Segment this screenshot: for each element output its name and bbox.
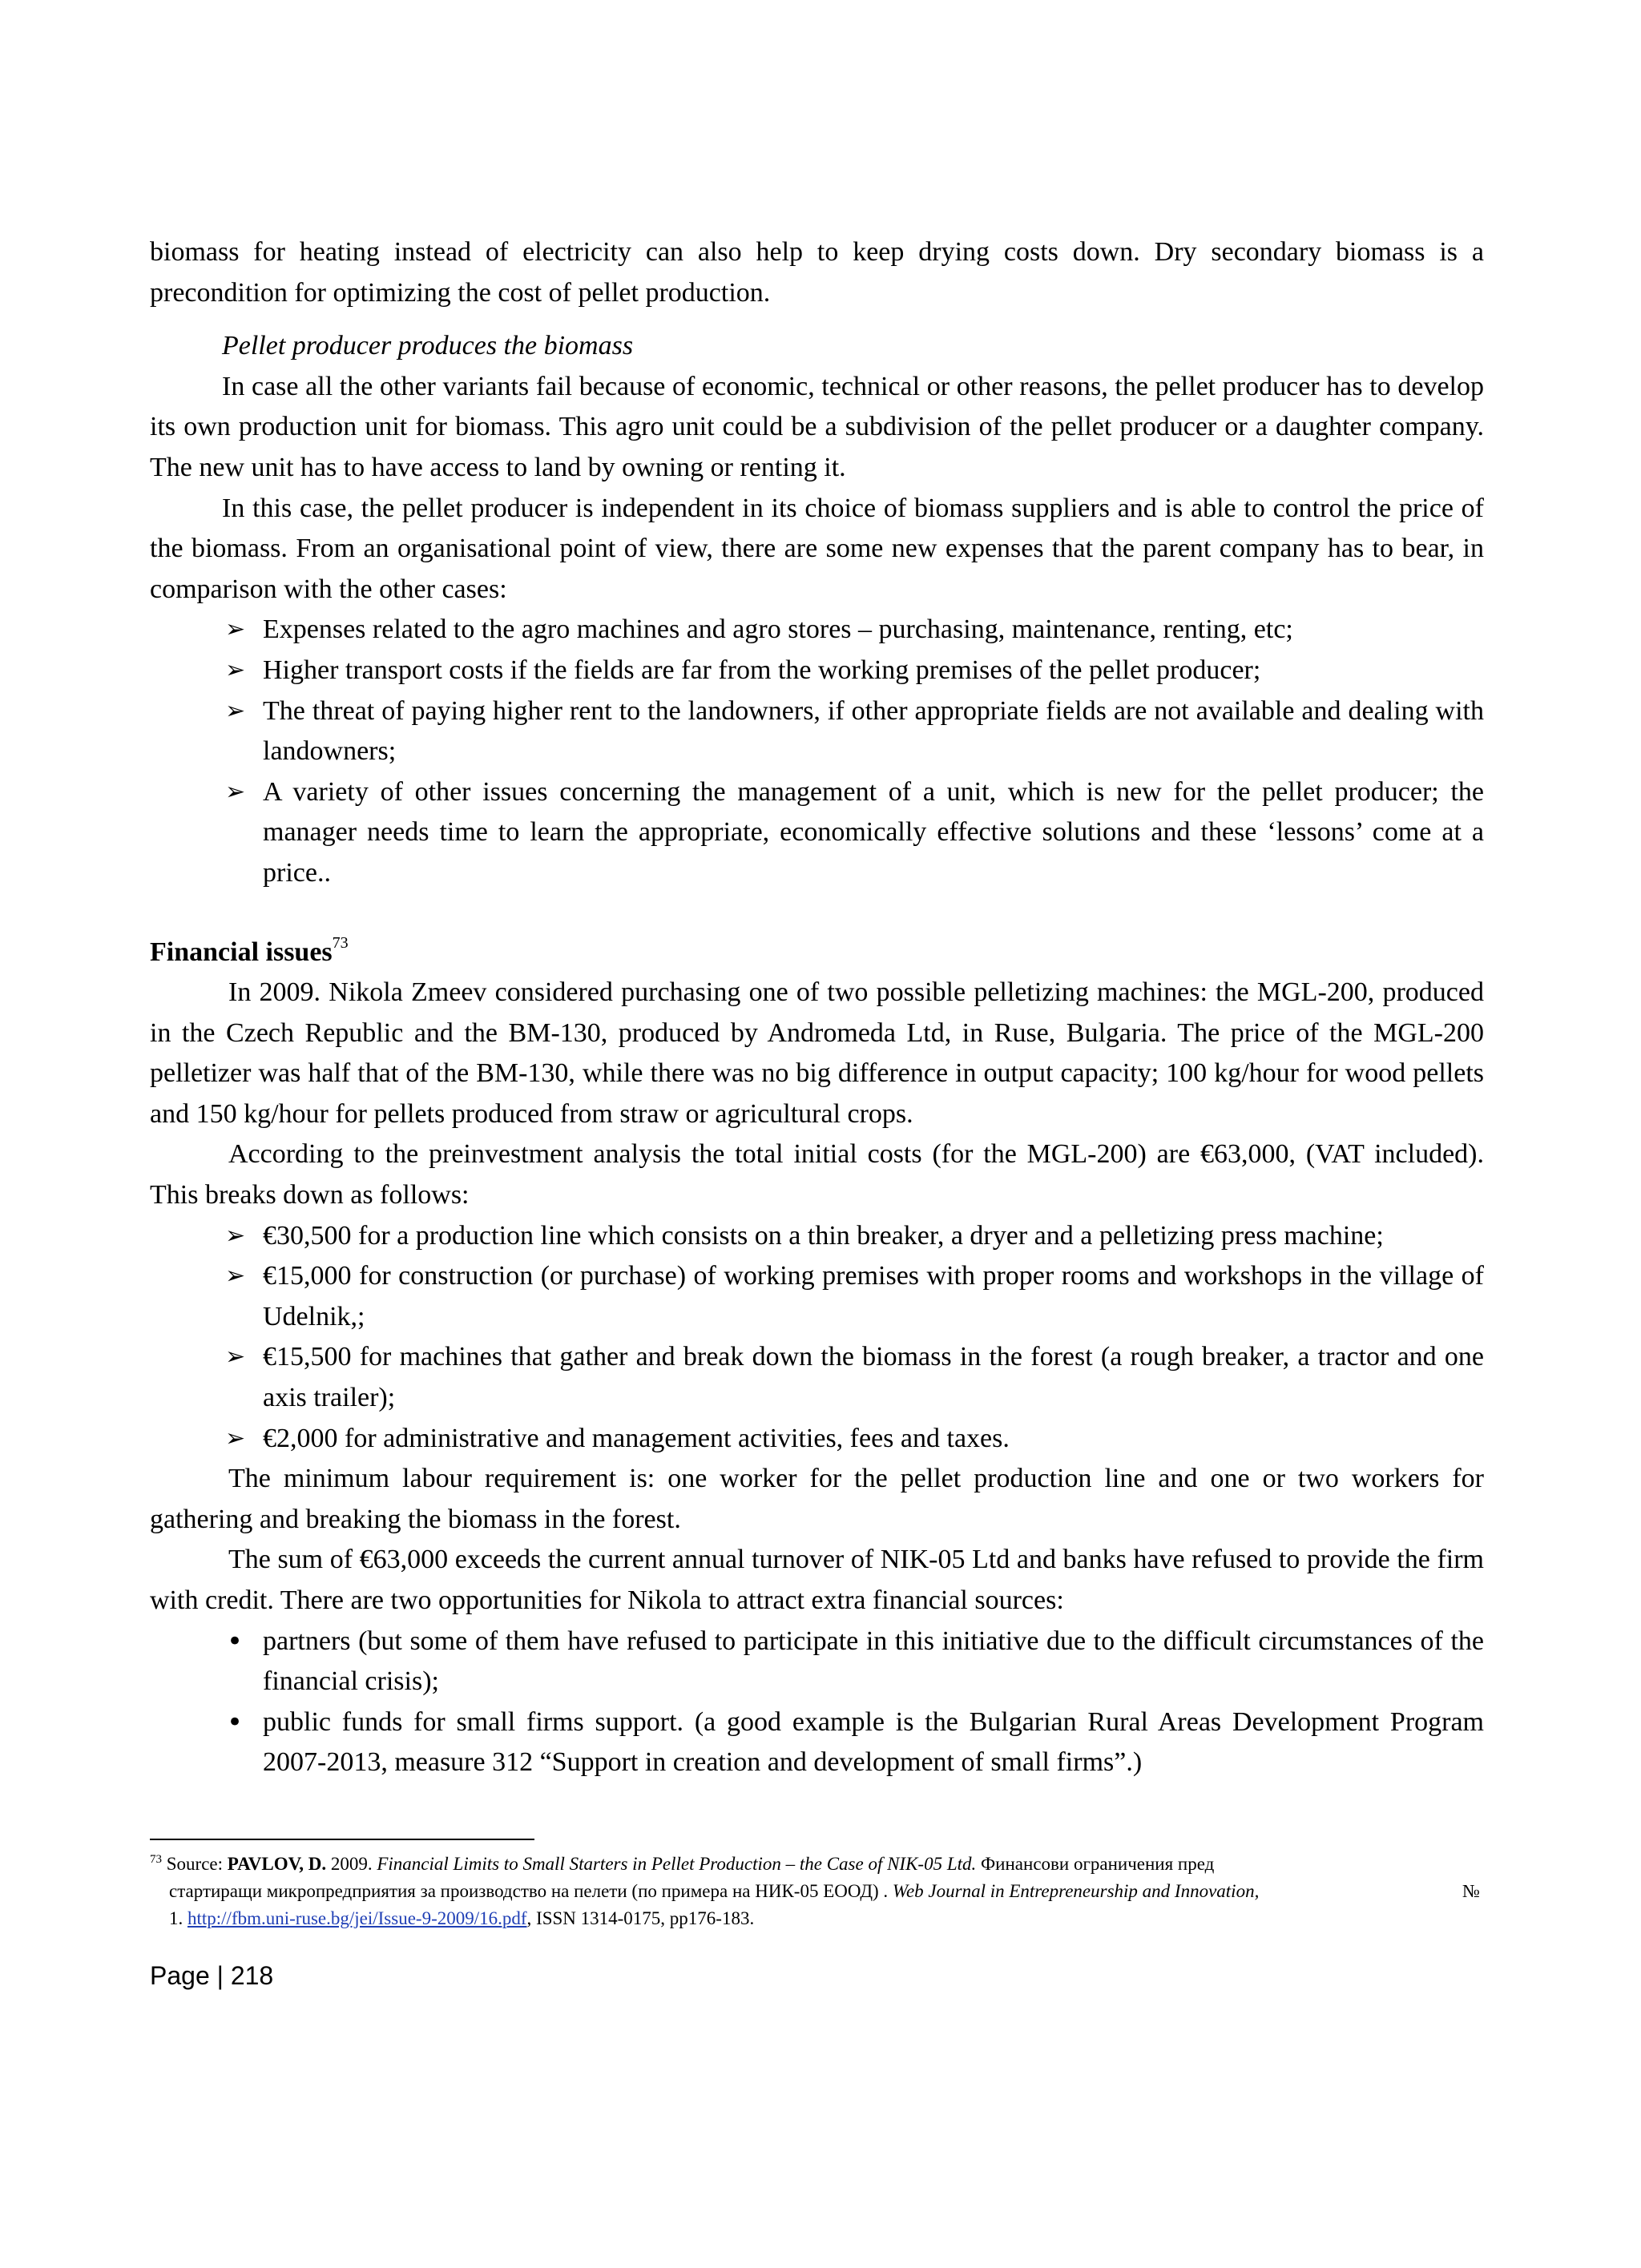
paragraph: According to the preinvestment analysis the total initial costs (for the MGL-200) are €63,000, (VAT included). This breaks down as follows: <box>150 1139 1484 1211</box>
arrow-bullet-icon: ➢ <box>225 777 246 806</box>
arrow-bullet-icon: ➢ <box>225 1262 246 1291</box>
footnote-author: PAVLOV, D. <box>227 1854 327 1874</box>
arrow-bullet-icon: ➢ <box>225 1221 246 1250</box>
list-item: ➢ €2,000 for administrative and management activities, fees and taxes. <box>150 1419 1484 1460</box>
arrow-bullet-icon: ➢ <box>225 615 246 644</box>
paragraph: The sum of €63,000 exceeds the current annual turnover of NIK-05 Ltd and banks have refused to provide the firm with credit. There are two opportunities for Nikola to attract extra financial sources: <box>150 1545 1484 1615</box>
list-item: ➢ Expenses related to the agro machines and agro stores – purchasing, maintenance, renting, etc; <box>150 610 1484 651</box>
arrow-bullet-icon: ➢ <box>225 1424 246 1452</box>
arrow-bullet-icon: ➢ <box>225 696 246 725</box>
paragraph: The minimum labour requirement is: one worker for the pellet production line and one or two workers for gathering and breaking the biomass in the forest. <box>150 1464 1484 1534</box>
footnote-link[interactable]: http://fbm.uni-ruse.bg/jei/Issue-9-2009/16.pdf <box>187 1908 527 1928</box>
paragraph: In 2009. Nikola Zmeev considered purchasing one of two possible pelletizing machines: the MGL-200, produced in the Czech Republic and the BM-130, produced by Andromeda Ltd, in Ruse, Bulgaria. The price of the MGL-200 pelletizer was half that of the BM-130, while there was no big difference in output capacity; 100 kg/hour for wood pellets and 150 kg/hour for pellets produced from straw or agricultural crops. <box>150 977 1484 1129</box>
list-item: ➢ The threat of paying higher rent to the landowners, if other appropriate fields are not available and dealing with landowners; <box>150 691 1484 772</box>
sources-list <box>150 1621 1484 1783</box>
dot-bullet-icon: • <box>227 1706 244 1738</box>
arrow-bullet-icon: ➢ <box>225 655 246 684</box>
footnote-title: Financial Limits to Small Starters in Pellet Production – the Case of NIK-05 Ltd. <box>377 1854 977 1874</box>
costs-list <box>150 1216 1484 1460</box>
list-item: • public funds for small firms support. (a good example is the Bulgarian Rural Areas Development Program 2007-2013, measure 312 “Support in creation and development of small firms”.) <box>150 1702 1484 1783</box>
section-heading: Financial issues$^{73}$ <box>150 933 349 967</box>
page-number: Page | 218 <box>150 1961 274 1990</box>
paragraph: In this case, the pellet producer is independent in its choice of biomass suppliers and is able to control the price of the biomass. From an organisational point of view, there are some new expenses that the parent company has to bear, in comparison with the other cases: <box>150 493 1484 604</box>
footnote: $^{73}$ Source: PAVLOV, D. 2009. Financial Limits to Small Starters in Pellet Production – the Case of NIK-05 Ltd. Финансови ограничения пред стартиращи микропредприятия за производство на пелети (по примера на НИК-05 ЕООД) . Web Journal in Entrepreneurship and Innovation, № 1. http://fbm.uni-ruse.bg/jei/Issue-9-2009/16.pdf, ISSN 1314-0175, pp176-183. <box>150 1853 1480 1928</box>
body-text <box>150 232 1484 1783</box>
footnote-journal: Web Journal in Entrepreneurship and Innovation, <box>892 1881 1260 1901</box>
list-item: ➢ Higher transport costs if the fields are far from the working premises of the pellet producer; <box>150 651 1484 691</box>
paragraph-continuation: biomass for heating instead of electricity can also help to keep drying costs down. Dry secondary biomass is a precondition for optimizing the cost of pellet production. <box>150 237 1484 308</box>
list-item: ➢ €30,500 for a production line which consists on a thin breaker, a dryer and a pelletizing press machine; <box>150 1216 1484 1257</box>
footnote-number: 73 <box>150 1853 162 1866</box>
spacer <box>150 894 1484 933</box>
expenses-list <box>150 610 1484 893</box>
list-item: • partners (but some of them have refused to participate in this initiative due to the difficult circumstances of the financial crisis); <box>150 1621 1484 1702</box>
dot-bullet-icon: • <box>227 1625 244 1658</box>
arrow-bullet-icon: ➢ <box>225 1343 246 1372</box>
footnote-reference[interactable]: 73 <box>332 933 349 952</box>
subheading: Pellet producer produces the biomass <box>222 331 634 361</box>
footnote-divider <box>150 1839 534 1840</box>
list-item: ➢ €15,000 for construction (or purchase) of working premises with proper rooms and workshops in the village of Udelnik,; <box>150 1256 1484 1337</box>
list-item: ➢ A variety of other issues concerning the management of a unit, which is new for the pellet producer; the manager needs time to learn the appropriate, economically effective solutions and these ‘lessons’ come at a price.. <box>150 772 1484 894</box>
list-item: ➢ €15,500 for machines that gather and break down the biomass in the forest (a rough breaker, a tractor and one axis trailer); <box>150 1337 1484 1418</box>
paragraph: In case all the other variants fail because of economic, technical or other reasons, the pellet producer has to develop its own production unit for biomass. This agro unit could be a subdivision of the pellet producer or a daughter company. The new unit has to have access to land by owning or renting it. <box>150 371 1484 482</box>
